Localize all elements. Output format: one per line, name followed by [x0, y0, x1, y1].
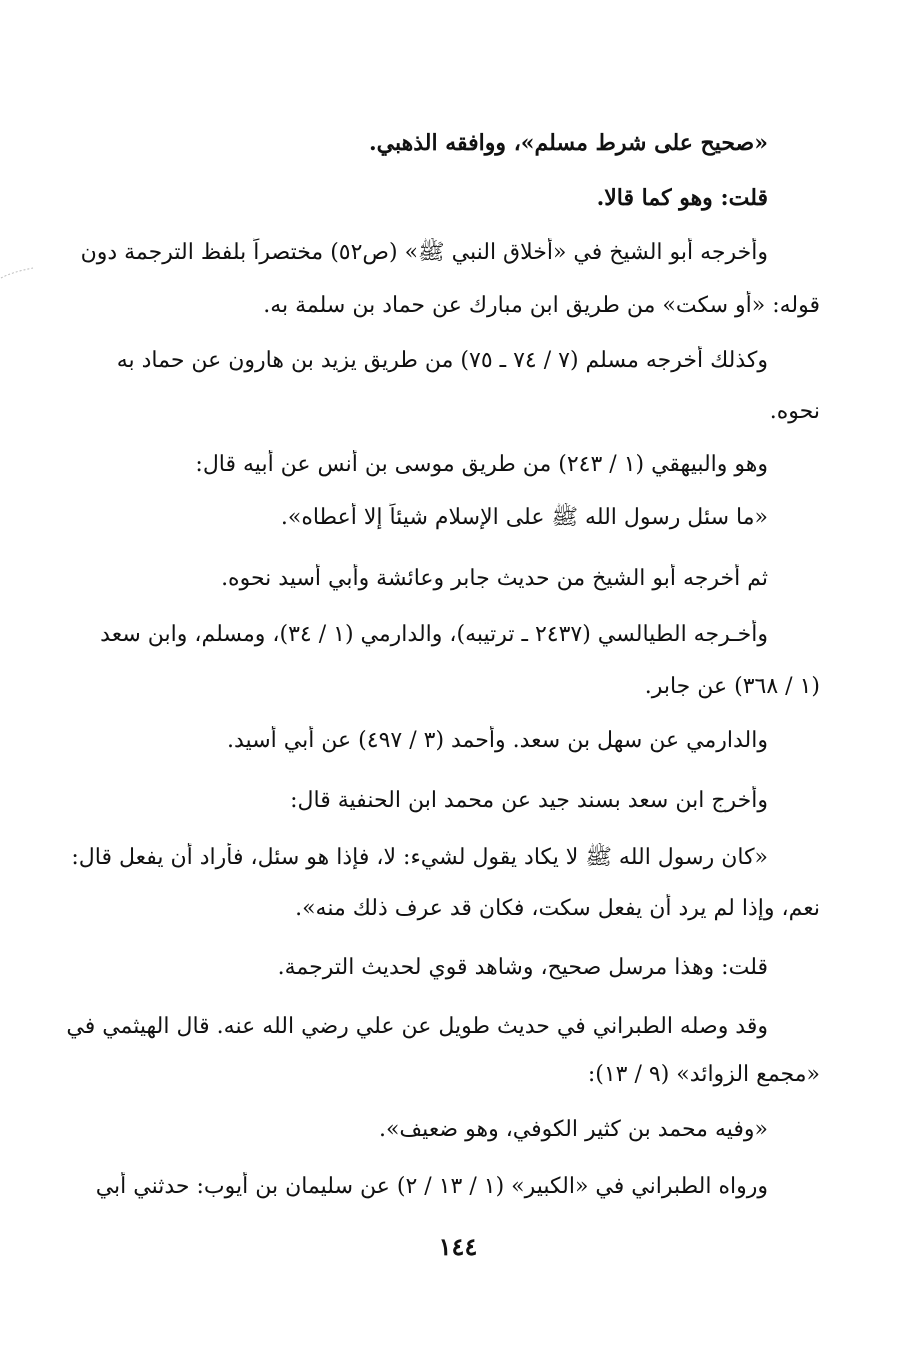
text-line-3: وأخرجه أبو الشيخ في «أخلاق النبي ﷺ» (ص٥٢) مختصراً بلفظ الترجمة دون	[80, 240, 768, 265]
text-line-4: قوله: «أو سكت» من طريق ابن مبارك عن حماد بن سلمة به.	[263, 293, 820, 318]
text-line-18: «مجمع الزوائد» (٩ / ١٣):	[587, 1062, 820, 1087]
text-line-11: (١ / ٣٦٨) عن جابر.	[644, 674, 820, 699]
scan-artifact	[0, 266, 34, 280]
text-line-5: وكذلك أخرجه مسلم (٧ / ٧٤ ـ ٧٥) من طريق يزيد بن هارون عن حماد به	[116, 348, 768, 373]
text-line-12: والدارمي عن سهل بن سعد. وأحمد (٣ / ٤٩٧) عن أبي أسيد.	[227, 728, 768, 753]
text-line-2: قلت: وهو كما قالا.	[596, 185, 768, 211]
text-line-17: وقد وصله الطبراني في حديث طويل عن علي رضي الله عنه. قال الهيثمي في	[66, 1014, 768, 1039]
text-line-20: ورواه الطبراني في «الكبير» (١ / ١٣ / ٢) عن سليمان بن أيوب: حدثني أبي	[95, 1174, 768, 1199]
text-line-14: «كان رسول الله ﷺ لا يكاد يقول لشيء: لا، فإذا هو سئل، فأراد أن يفعل قال:	[71, 845, 768, 870]
text-line-10: وأخـرجه الطيالسي (٢٤٣٧ ـ ترتيبه)، والدارمي (١ / ٣٤)، ومسلم، وابن سعد	[100, 622, 768, 647]
text-line-16: قلت: وهذا مرسل صحيح، وشاهد قوي لحديث الترجمة.	[277, 955, 768, 980]
text-line-7: وهو والبيهقي (١ / ٢٤٣) من طريق موسى بن أنس عن أبيه قال:	[195, 452, 768, 477]
text-line-9: ثم أخرجه أبو الشيخ من حديث جابر وعائشة وأبي أسيد نحوه.	[221, 566, 768, 591]
text-line-19: «وفيه محمد بن كثير الكوفي، وهو ضعيف».	[378, 1117, 768, 1142]
text-line-8: «ما سئل رسول الله ﷺ على الإسلام شيئاً إلا أعطاه».	[280, 505, 768, 530]
text-line-6: نحوه.	[769, 399, 820, 424]
text-line-15: نعم، وإذا لم يرد أن يفعل سكت، فكان قد عرف ذلك منه».	[295, 896, 820, 921]
page-number: ١٤٤	[438, 1232, 478, 1261]
text-line-1: «صحيح على شرط مسلم»، ووافقه الذهبي.	[368, 130, 768, 156]
text-line-13: وأخرج ابن سعد بسند جيد عن محمد ابن الحنفية قال:	[290, 788, 768, 813]
